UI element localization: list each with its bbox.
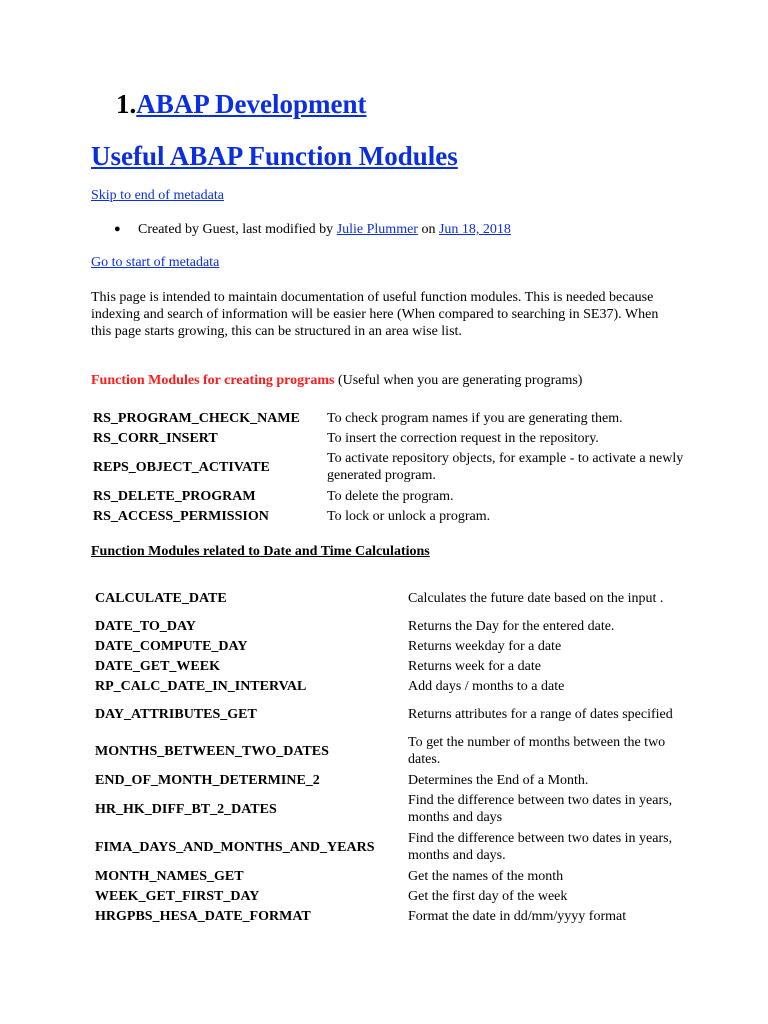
table-row [95, 866, 678, 886]
bullet-icon: ● [114, 223, 121, 235]
function-description: Add days / months to a date [408, 678, 565, 694]
function-name: RS_ACCESS_PERMISSION [93, 508, 269, 524]
table-row [95, 636, 678, 656]
date-link[interactable]: Jun 18, 2018 [438, 222, 511, 237]
table-row [93, 448, 687, 486]
author-link[interactable]: Julie Plummer [336, 222, 418, 237]
function-name: REPS_OBJECT_ACTIVATE [93, 459, 270, 475]
table-row [95, 696, 678, 732]
metadata-prefix: Created by Guest, last modified by [138, 222, 337, 237]
function-description: To activate repository objects, for example - to activate a newly generated program. [327, 451, 684, 483]
table-row [95, 732, 678, 770]
function-description: Format the date in dd/mm/yyyy format [408, 908, 627, 924]
function-name: DATE_TO_DAY [95, 618, 196, 634]
function-name: HR_HK_DIFF_BT_2_DATES [95, 801, 277, 817]
table-row [95, 580, 678, 616]
programs-table [93, 408, 687, 526]
function-description: To check program names if you are generating them. [327, 410, 623, 426]
function-name: RS_CORR_INSERT [93, 430, 218, 446]
skip-to-end-link[interactable]: Skip to end of metadata [91, 188, 224, 203]
function-name: END_OF_MONTH_DETERMINE_2 [95, 772, 320, 788]
dates-section-heading: Function Modules related to Date and Time Calculations [91, 544, 430, 559]
function-name: RP_CALC_DATE_IN_INTERVAL [95, 678, 307, 694]
table-row [93, 506, 687, 526]
function-name: DATE_GET_WEEK [95, 658, 220, 674]
go-to-start-link[interactable]: Go to start of metadata [91, 255, 220, 270]
table-row [95, 886, 678, 906]
programs-section-heading [91, 372, 582, 390]
programs-section-note: (Useful when you are generating programs) [334, 373, 583, 388]
page-metadata [114, 220, 511, 239]
function-description: Returns attributes for a range of dates specified [408, 706, 673, 722]
page-title[interactable] [91, 136, 458, 176]
function-description: To delete the program. [327, 488, 454, 504]
dates-table [95, 580, 678, 926]
table-row [95, 656, 678, 676]
function-description: Calculates the future date based on the input . [408, 590, 664, 606]
function-description: Returns the Day for the entered date. [408, 618, 615, 634]
function-name: HRGPBS_HESA_DATE_FORMAT [95, 908, 311, 924]
table-row [93, 428, 687, 448]
function-name: MONTHS_BETWEEN_TWO_DATES [95, 743, 329, 759]
function-name: FIMA_DAYS_AND_MONTHS_AND_YEARS [95, 839, 375, 855]
function-description: To get the number of months between the two dates. [408, 735, 666, 767]
function-name: WEEK_GET_FIRST_DAY [95, 888, 260, 904]
intro-paragraph: This page is intended to maintain documentation of useful function modules. This is needed because indexing and search of information will be easier here (When compared to searching in SE37). When this page starts growing, this can be structured in an area wise list. [91, 290, 659, 339]
function-name: RS_DELETE_PROGRAM [93, 488, 256, 504]
function-name: DAY_ATTRIBUTES_GET [95, 706, 257, 722]
function-description: Returns week for a date [408, 658, 541, 674]
go-to-start-link-wrap [91, 254, 219, 272]
function-description: Find the difference between two dates in years, months and days [408, 793, 673, 825]
function-name: DATE_COMPUTE_DAY [95, 638, 248, 654]
section-number: 1. [116, 89, 137, 119]
metadata-on: on [417, 222, 439, 237]
page-title-link[interactable]: Useful ABAP Function Modules [91, 141, 458, 171]
table-row [95, 828, 678, 866]
function-description: To insert the correction request in the repository. [327, 430, 599, 446]
abap-development-link[interactable]: ABAP Development [136, 89, 367, 119]
function-name: MONTH_NAMES_GET [95, 868, 244, 884]
function-name: CALCULATE_DATE [95, 590, 227, 606]
function-description: Get the first day of the week [408, 888, 568, 904]
table-row [95, 906, 678, 926]
function-description: Get the names of the month [408, 868, 564, 884]
skip-to-end-link-wrap [91, 187, 224, 205]
table-row [93, 486, 687, 506]
programs-section-title: Function Modules for creating programs [91, 373, 335, 388]
table-row [95, 770, 678, 790]
function-name: RS_PROGRAM_CHECK_NAME [93, 410, 300, 426]
table-row [93, 408, 687, 428]
section-heading [116, 84, 366, 124]
table-row [95, 616, 678, 636]
table-row [95, 676, 678, 696]
function-description: Returns weekday for a date [408, 638, 562, 654]
table-row [95, 790, 678, 828]
function-description: Determines the End of a Month. [408, 772, 589, 788]
function-description: Find the difference between two dates in years, months and days. [408, 831, 673, 863]
function-description: To lock or unlock a program. [327, 508, 491, 524]
